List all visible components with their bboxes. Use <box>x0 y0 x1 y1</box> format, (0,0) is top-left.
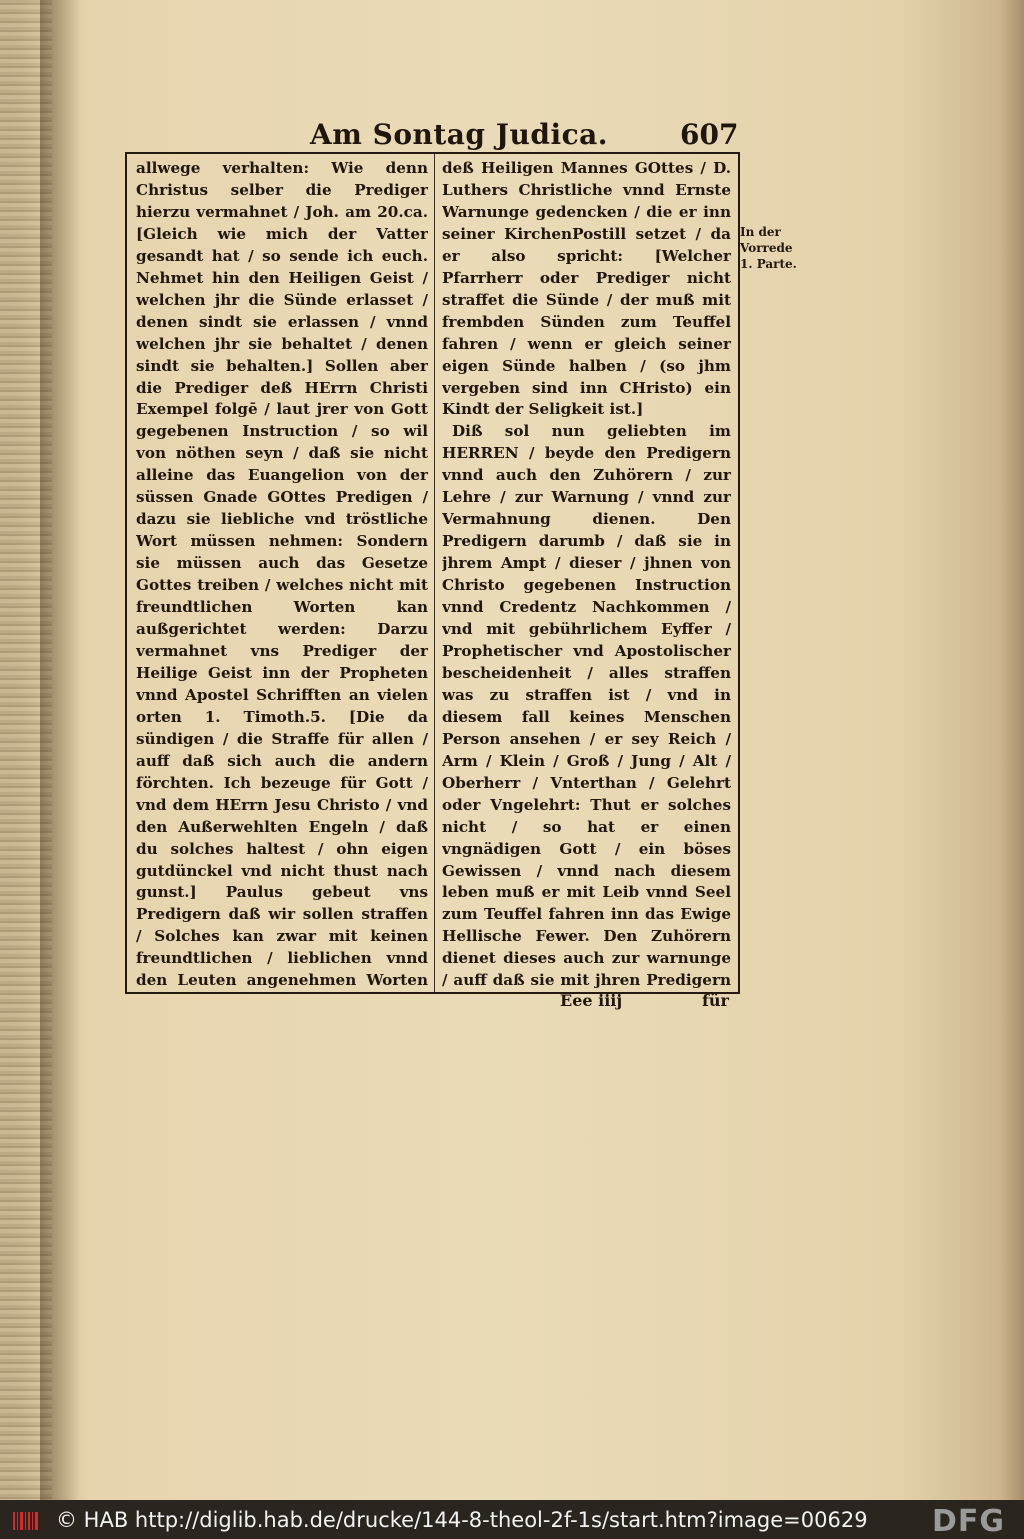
left-paragraph: allwege verhalten: Wie denn Christus selber die Prediger hierzu vermahnet / Joh. am 20.ca. [Gleich wie mich der Vatter gesandt hat / so sende ich euch. Nehmet hin den Heiligen Geist / welchen jhr die Sünde erlasset / denen sindt sie erlassen / vnnd welchen jhr sie behaltet / denen sindt sie behalten.] Sollen aber die Prediger deß HErrn Christi Exempel folgē / laut jrer von Gott gegebenen Instruction / so wil von nöthen seyn / daß sie nicht alleine das Euangelion von der süssen Gnade GOttes Predigen / dazu sie liebliche vnd tröstliche Wort müssen nehmen: Sondern sie müssen auch das Gesetze Gottes treiben / welches nicht mit freundtlichen Worten kan außgerichtet werden: Darzu vermahnet vns Prediger der Heilige Geist inn der Propheten vnnd Apostel Schrifften an vielen orten 1. Timoth.5. [Die da sündigen / die Straffe für allen / auff daß sich auch die andern förchten. Ich bezeuge für Gott / vnd dem HErrn Jesu Christo / vnd den Außerwehlten Engeln / daß du solches haltest / ohn eigen gutdünckel vnd nicht thust nach gunst.] Paulus gebeut vns Predigern daß wir sollen straffen / Solches kan zwar mit keinen freundtlichen / lieblichen vnnd den Leuten angenehmen Worten <box>136 159 428 988</box>
column-divider <box>434 154 435 992</box>
running-title: Am Sontag Judica. <box>310 118 609 151</box>
signature-mark: Eee iiij <box>560 991 623 1010</box>
right-paragraph: deß Heiligen Mannes GOttes / D. Luthers Christliche vnnd Ernste Warnunge gedencken / die er inn seiner KirchenPostill setzet / da er also spricht: [Welcher Pfarrherr oder Prediger nicht straffet die Sünde / der muß mit frembden Sünden zum Teuffel fahren / wenn er gleich seiner eigen Sünde halben / (so jhm vergeben sind inn CHristo) ein Kindt der Seligkeit ist.] <box>442 159 731 419</box>
gutter-shadow <box>40 0 80 1500</box>
catchword: für <box>702 991 729 1010</box>
page-number: 607 <box>680 118 739 151</box>
source-url-link[interactable]: © HAB http://diglib.hab.de/drucke/144-8-theol-2f-1s/start.htm?image=00629 <box>56 1508 868 1532</box>
dfg-logo: DFG <box>932 1504 1006 1539</box>
right-column <box>442 158 731 988</box>
left-column <box>136 158 428 988</box>
margin-note: In der Vorrede 1. Parte. <box>740 225 797 271</box>
right-paragraph: Diß sol nun geliebten im HERREN / beyde den Predigern vnnd auch den Zuhörern / zur Lehre / zur Warnung / vnnd zur Vermahnung dienen. Den Predigern darumb / daß sie in jhrem Ampt / dieser / jhnen von Christo gegebenen Instruction vnnd Credentz Nachkommen / vnd mit gebührlichem Eyffer / Prophetischer vnd Apostolischer bescheidenheit / alles straffen was zu straffen ist / vnd in diesem fall keines Menschen Person ansehen / er sey Reich / Arm / Klein / Groß / Jung / Alt / Oberherr / Vnterthan / Gelehrt oder Vngelehrt: Thut er solches nicht / so hat er einen vngnädigen Gott / ein böses Gewissen / vnnd nach diesem leben muß er mit Leib vnnd Seel zum Teuffel fahren inn das Ewige Hellische Fewer. Den Zuhörern dienet dieses auch zur warnunge / auff daß sie mit jhren Predigern <box>442 422 731 988</box>
barcode-icon <box>12 1510 40 1532</box>
